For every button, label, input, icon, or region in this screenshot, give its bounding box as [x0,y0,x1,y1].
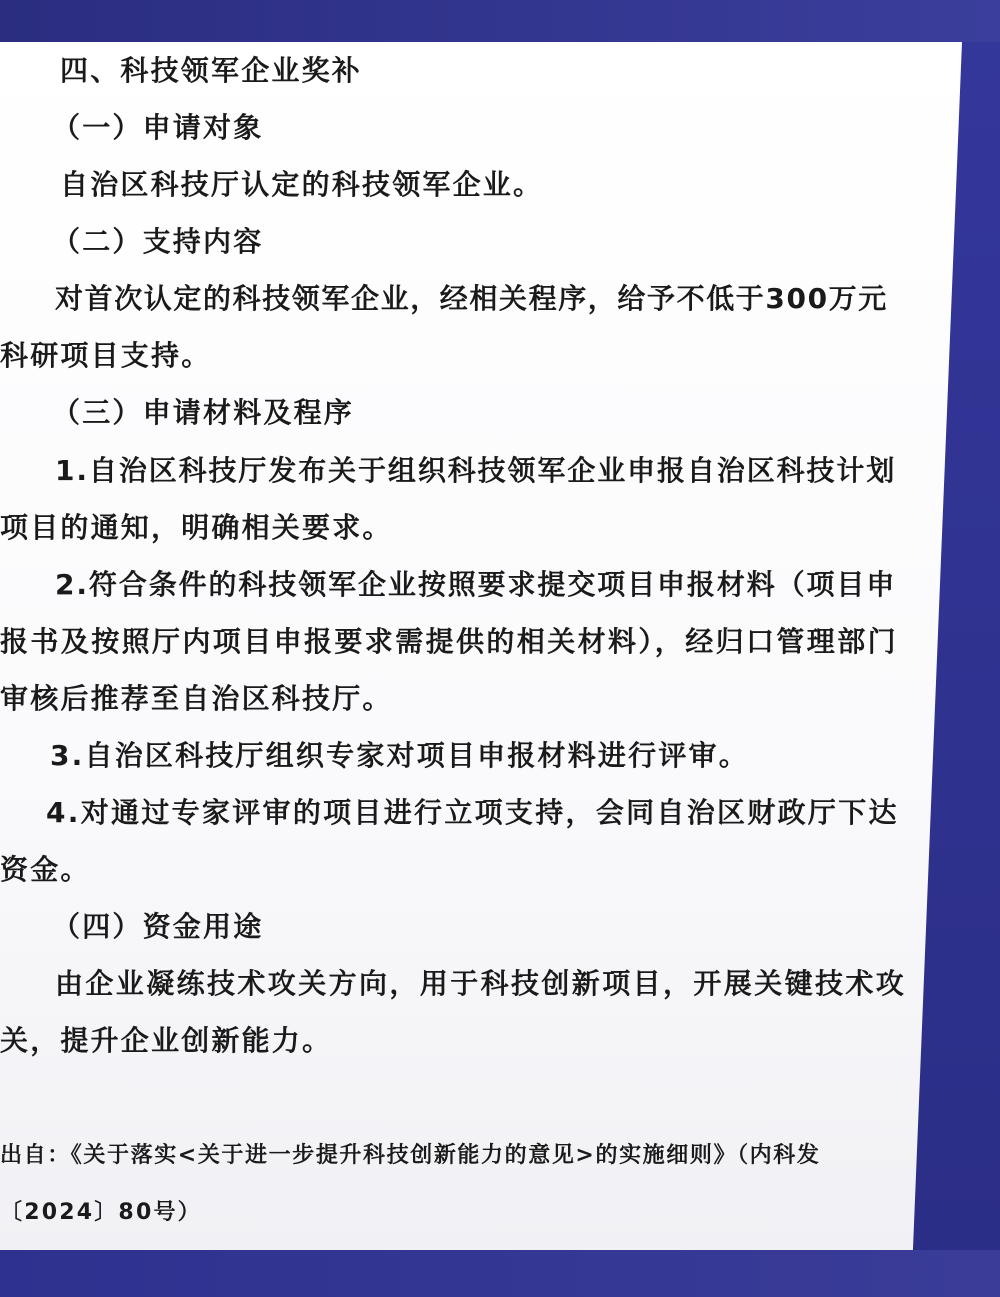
source-citation-line2: 〔2024〕80号） [0,1200,202,1225]
item4-line1: 4.对通过专家评审的项目进行立项支持，会同自治区财政厅下达 [46,796,899,829]
item4-line2: 资金。 [0,853,91,886]
sub3-heading: （三）申请材料及程序 [52,396,355,429]
item2-line3: 审核后推荐至自治区科技厅。 [0,682,393,715]
sub4-text-line1: 由企业凝练技术攻关方向，用于科技创新项目，开展关键技术攻 [55,967,907,1000]
source-citation-line1: 出自：《关于落实<关于进一步提升科技创新能力的意见>的实施细则》（内科发 [0,1143,821,1168]
item3-line1: 3.自治区科技厅组织专家对项目申报材料进行评审。 [50,739,749,772]
item1-line1: 1.自治区科技厅发布关于组织科技领军企业申报自治区科技计划 [55,454,897,487]
item2-line1: 2.符合条件的科技领军企业按照要求提交项目申报材料（项目申 [55,568,897,601]
bottom-decorative-band [0,1250,1000,1297]
section-title: 四、科技领军企业奖补 [60,54,363,87]
sub4-text-line2: 关，提升企业创新能力。 [0,1024,333,1057]
sub2-text-line2: 科研项目支持。 [0,339,212,372]
sub4-heading: （四）资金用途 [52,910,264,943]
sub2-heading: （二）支持内容 [52,225,264,258]
top-decorative-band [0,0,1000,42]
item2-line2: 报书及按照厅内项目申报要求需提供的相关材料），经归口管理部门 [0,625,899,658]
item1-line2: 项目的通知，明确相关要求。 [0,511,393,544]
sub1-heading: （一）申请对象 [52,111,264,144]
sub2-text-line1: 对首次认定的科技领军企业，经相关程序，给予不低于300万元 [55,282,888,315]
sub1-text: 自治区科技厅认定的科技领军企业。 [60,168,544,201]
